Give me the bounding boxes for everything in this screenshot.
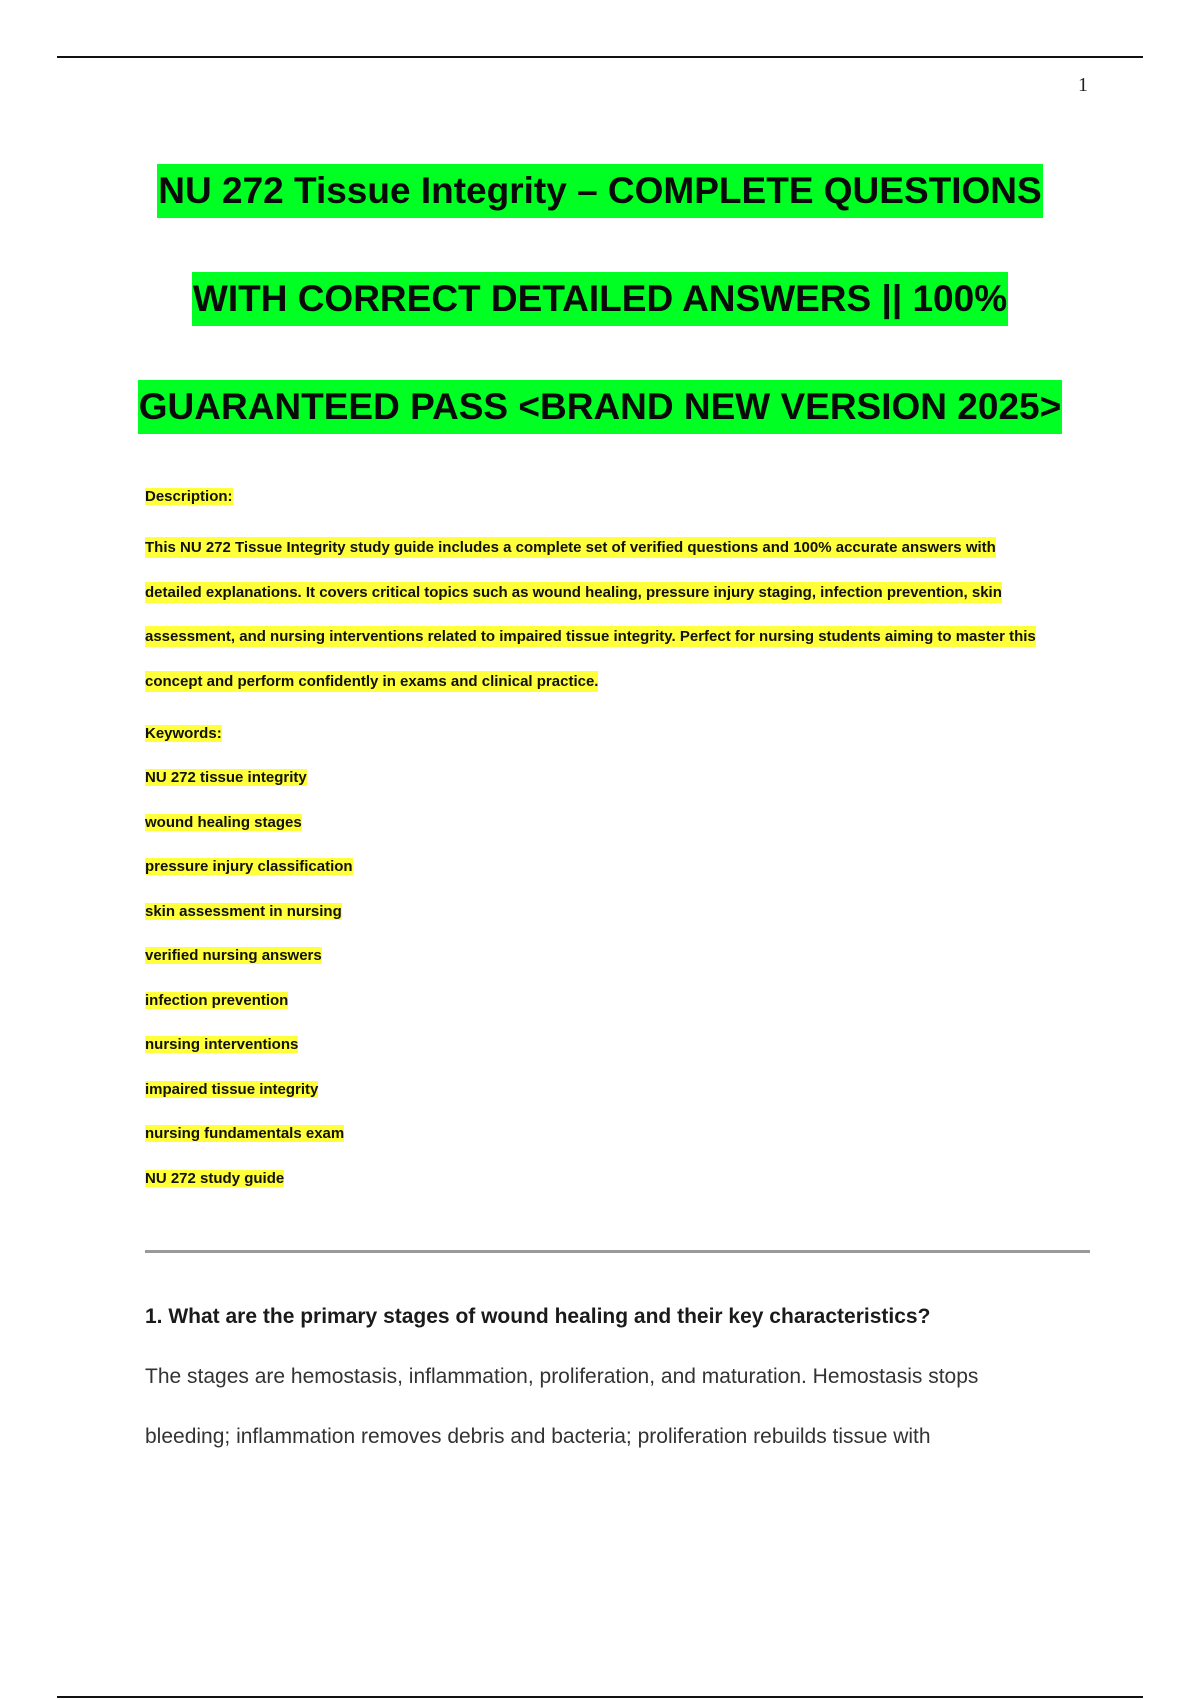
keywords-heading-text: Keywords: <box>145 725 222 742</box>
keyword-text: nursing interventions <box>145 1036 299 1053</box>
keyword-item <box>145 941 1090 986</box>
keyword-item <box>145 986 1090 1031</box>
keyword-text: wound healing stages <box>145 813 302 831</box>
keyword-item <box>145 763 1090 808</box>
keywords-list <box>145 763 1090 1208</box>
description-line: detailed explanations. It covers critical topics such as wound healing, pressure injury staging, infection prevention, skin <box>145 583 1002 601</box>
answer-line: bleeding; inflammation removes debris and bacteria; proliferation rebuilds tissue with <box>145 1425 931 1448</box>
description-heading <box>145 482 1090 526</box>
keyword-item <box>145 1075 1090 1120</box>
description-line: assessment, and nursing interventions related to impaired tissue integrity. Perfect for nursing students aiming to master this <box>145 628 1036 645</box>
title-line <box>0 361 1200 469</box>
keyword-item <box>145 1030 1090 1075</box>
keyword-item <box>145 808 1090 853</box>
answer-1 <box>145 1347 1090 1467</box>
keywords-heading <box>145 719 1090 763</box>
answer-line: The stages are hemostasis, inflammation, proliferation, and maturation. Hemostasis stops <box>145 1365 979 1388</box>
title-line-text: NU 272 Tissue Integrity – COMPLETE QUESTIONS <box>157 164 1042 218</box>
description-body <box>145 526 1090 704</box>
keyword-item <box>145 852 1090 897</box>
section-divider <box>145 1250 1090 1253</box>
title-line <box>0 145 1200 253</box>
description-line: This NU 272 Tissue Integrity study guide includes a complete set of verified questions and 100% accurate answers with <box>145 539 996 556</box>
keyword-text: infection prevention <box>145 991 289 1009</box>
title-line-text: GUARANTEED PASS <BRAND NEW VERSION 2025> <box>138 380 1062 434</box>
keyword-text: pressure injury classification <box>145 858 353 875</box>
description-section <box>145 482 1090 1208</box>
footer-rule <box>57 1696 1143 1698</box>
keyword-text: verified nursing answers <box>145 947 322 964</box>
document-title <box>0 145 1200 469</box>
keyword-text: skin assessment in nursing <box>145 902 342 920</box>
keyword-text: NU 272 study guide <box>145 1169 285 1187</box>
header-rule <box>57 56 1143 58</box>
keyword-text: impaired tissue integrity <box>145 1080 319 1098</box>
title-line <box>0 253 1200 361</box>
keyword-item <box>145 1119 1090 1164</box>
question-1: 1. What are the primary stages of wound healing and their key characteristics? <box>145 1305 931 1328</box>
page-number: 1 <box>1078 74 1088 96</box>
keyword-item <box>145 1164 1090 1209</box>
keyword-item <box>145 897 1090 942</box>
keyword-text: nursing fundamentals exam <box>145 1125 345 1142</box>
title-line-text: WITH CORRECT DETAILED ANSWERS || 100% <box>192 272 1008 326</box>
description-line: concept and perform confidently in exams and clinical practice. <box>145 672 599 690</box>
description-heading-text: Description: <box>145 488 233 505</box>
keyword-text: NU 272 tissue integrity <box>145 769 307 786</box>
